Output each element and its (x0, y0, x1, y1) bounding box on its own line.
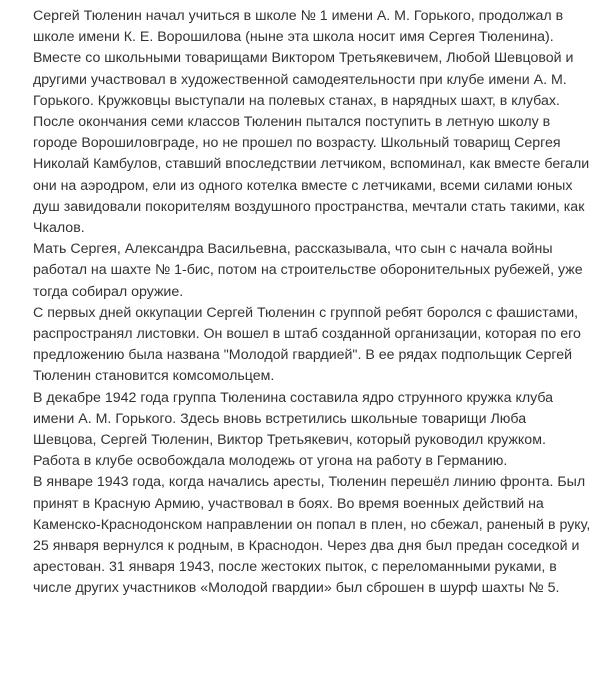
paragraph-school: Сергей Тюленин начал учиться в школе № 1 имени А. М. Горького, продолжал в школе имени К. Е. Ворошилова (ныне эта школа носит имя Сергея Тюленина). Вместе со школьными товарищами Виктором Третьякевичем, Любой Шевцовой и другими участвовал в художественной самодеятельности при клубе имени А. М. Горького. Кружковцы выступали на полевых станах, в нарядных шахт, в клубах. (33, 8, 574, 109)
paragraph-flight-school: После окончания семи классов Тюленин пытался поступить в летную школу в городе Ворошиловграде, но не прошел по возрасту. Школьный товарищ Сергея Николай Камбулов, ставший впоследствии летчиком, вспоминал, как вместе бегали они на аэродром, ели из одного котелка вместе с летчиками, всеми силами юных душ завидовали покорителям воздушного пространства, мечтали стать такими, как Чкалов. (33, 114, 590, 237)
paragraph-string-club: В декабре 1942 года группа Тюленина составила ядро струнного кружка клуба имени А. М. Горького. Здесь вновь встретились школьные товарищи Люба Шевцова, Сергей Тюленин, Виктор Третьякевич, который руководил кружком. Работа в клубе освобождала молодежь от угона на работу в Германию. (33, 389, 554, 470)
paragraph-arrest: В январе 1943 года, когда начались аресты, Тюленин перешёл линию фронта. Был принят в Красную Армию, участвовал в боях. Во время военных действий на Каменско-Краснодонском направлении он попал в плен, но сбежал, раненый в руку, 25 января вернулся к родным, в Краснодон. Через два дня был предан соседкой и арестован. 31 января 1943, после жестоких пыток, с переломанными руками, в числе других участников «Молодой гвардии» был сброшен в шурф шахты № 5. (33, 474, 591, 597)
paragraph-occupation: С первых дней оккупации Сергей Тюленин с группой ребят боролся с фашистами, распространял листовки. Он вошел в штаб созданной организации, которая по его предложению была названа "Молодой гвардией". В ее рядах подпольщик Сергей Тюленин становится комсомольцем. (33, 304, 581, 385)
paragraph-mother-account: Мать Сергея, Александра Васильевна, рассказывала, что сын с начала войны работал на шахте № 1-бис, потом на строительстве оборонительных рубежей, уже тогда собирал оружие. (33, 241, 583, 300)
